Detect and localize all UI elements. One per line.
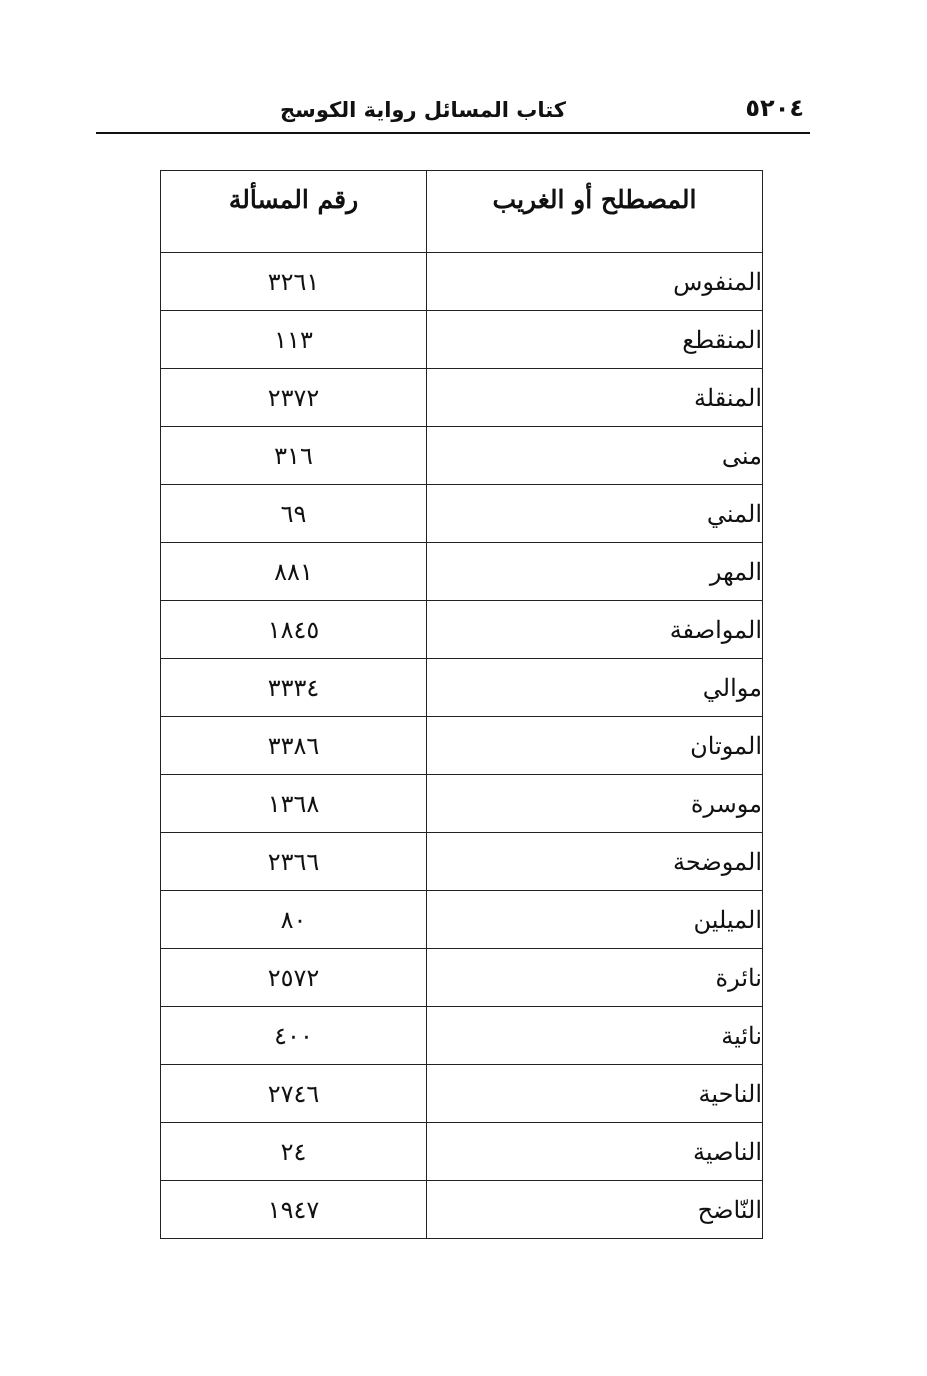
term-cell: نائية: [427, 1007, 763, 1065]
term-cell: المنقطع: [427, 311, 763, 369]
issue-number-cell: ٦٩: [161, 485, 427, 543]
term-cell: المني: [427, 485, 763, 543]
term-cell: نائرة: [427, 949, 763, 1007]
issue-number-cell: ٢٤: [161, 1123, 427, 1181]
term-cell: الناصية: [427, 1123, 763, 1181]
table-row: [161, 717, 763, 775]
term-cell: المهر: [427, 543, 763, 601]
issue-number-cell: ٣٢٦١: [161, 253, 427, 311]
table-row: [161, 1123, 763, 1181]
issue-number-cell: ٢٣٦٦: [161, 833, 427, 891]
term-cell: المنقلة: [427, 369, 763, 427]
term-cell: الميلين: [427, 891, 763, 949]
issue-number-cell: ١٩٤٧: [161, 1181, 427, 1239]
table-row: [161, 949, 763, 1007]
issue-number-cell: ٨٨١: [161, 543, 427, 601]
table-row: [161, 427, 763, 485]
running-header: [96, 92, 810, 134]
term-cell: الناحية: [427, 1065, 763, 1123]
issue-number-cell: ٨٠: [161, 891, 427, 949]
issue-number-cell: ٣١٦: [161, 427, 427, 485]
term-cell: المنفوس: [427, 253, 763, 311]
issue-number-cell: ١١٣: [161, 311, 427, 369]
term-cell: المواصفة: [427, 601, 763, 659]
issue-number-cell: ٣٣٣٤: [161, 659, 427, 717]
issue-number-cell: ٢٧٤٦: [161, 1065, 427, 1123]
table-row: [161, 833, 763, 891]
term-column-header: المصطلح أو الغريب: [427, 171, 763, 253]
issue-number-cell: ٣٣٨٦: [161, 717, 427, 775]
table-header-row: [161, 171, 763, 253]
table-row: [161, 485, 763, 543]
table-row: [161, 1065, 763, 1123]
issue-number-column-header: رقم المسألة: [161, 171, 427, 253]
issue-number-cell: ١٨٤٥: [161, 601, 427, 659]
table-row: [161, 253, 763, 311]
table-row: [161, 369, 763, 427]
table-row: [161, 543, 763, 601]
term-cell: منى: [427, 427, 763, 485]
table-row: [161, 891, 763, 949]
terms-index-table: [160, 170, 763, 1239]
term-cell: موسرة: [427, 775, 763, 833]
page-number: ٥٢٠٤: [745, 94, 804, 122]
issue-number-cell: ١٣٦٨: [161, 775, 427, 833]
table-row: [161, 1007, 763, 1065]
issue-number-cell: ٢٥٧٢: [161, 949, 427, 1007]
table-row: [161, 311, 763, 369]
book-title: كتاب المسائل رواية الكوسج: [280, 98, 566, 122]
issue-number-cell: ٢٣٧٢: [161, 369, 427, 427]
term-cell: الموتان: [427, 717, 763, 775]
issue-number-cell: ٤٠٠: [161, 1007, 427, 1065]
term-cell: الموضحة: [427, 833, 763, 891]
table-row: [161, 659, 763, 717]
term-cell: موالي: [427, 659, 763, 717]
table-row: [161, 601, 763, 659]
table-row: [161, 1181, 763, 1239]
table-row: [161, 775, 763, 833]
term-cell: النّاضح: [427, 1181, 763, 1239]
